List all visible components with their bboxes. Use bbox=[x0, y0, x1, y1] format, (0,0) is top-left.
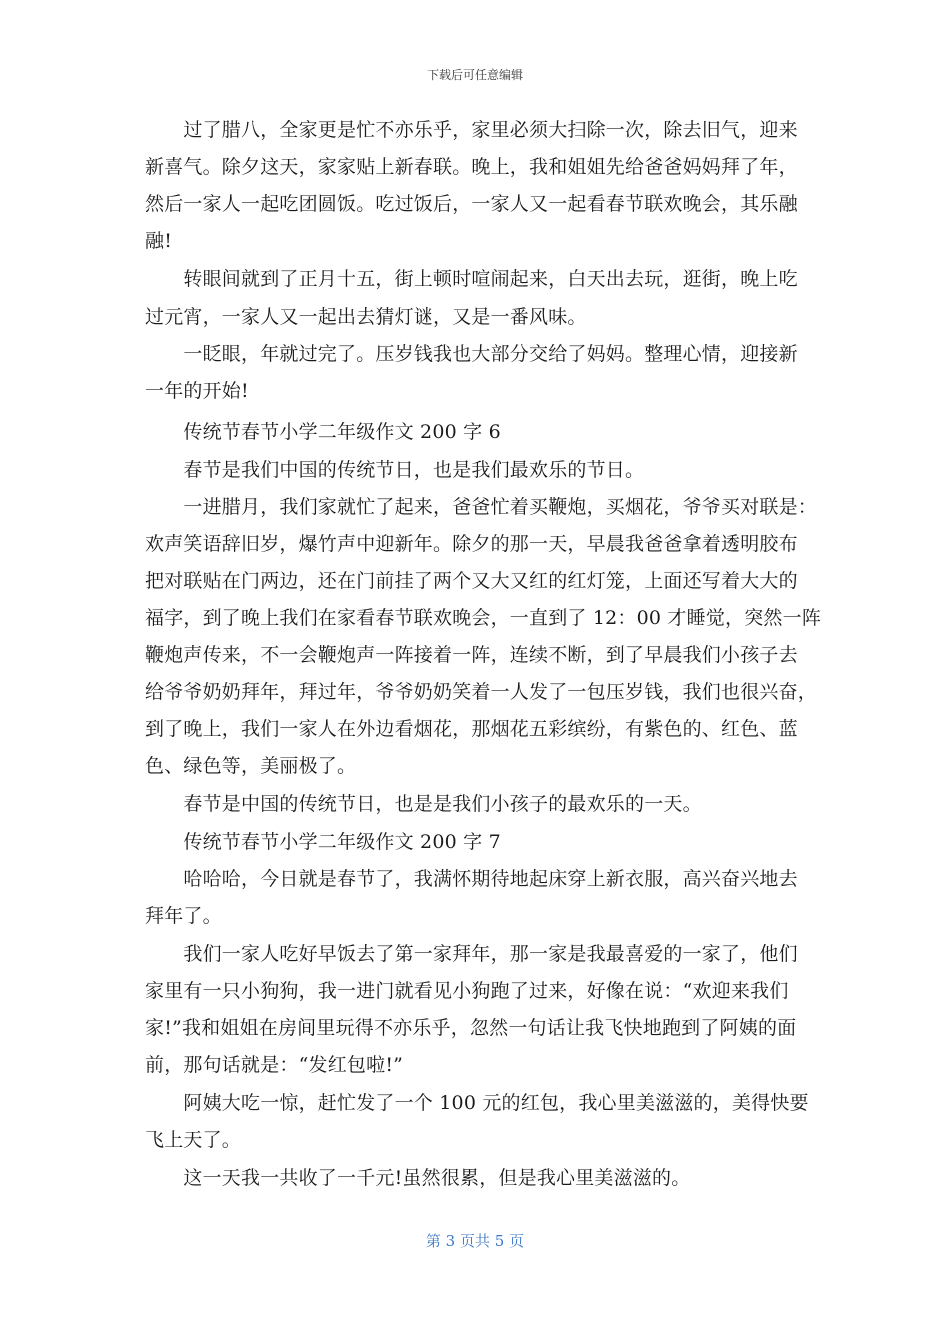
text-line: 家里有一只小狗狗，我一进门就看见小狗跑了过来，好像在说：“欢迎来我们 bbox=[145, 980, 789, 1002]
text-line: 鞭炮声传来，不一会鞭炮声一阵接着一阵，连续不断，到了早晨我们小孩子去 bbox=[145, 644, 798, 666]
section-title: 传统节春节小学二年级作文 200 字 7 bbox=[145, 831, 501, 853]
text-line: 一年的开始! bbox=[145, 380, 249, 402]
text-line: 把对联贴在门两边，还在门前挂了两个又大又红的红灯笼，上面还写着大大的 bbox=[145, 570, 798, 592]
section-title: 传统节春节小学二年级作文 200 字 6 bbox=[145, 421, 501, 443]
text-line: 过了腊八，全家更是忙不亦乐乎，家里必须大扫除一次，除去旧气，迎来 bbox=[145, 119, 798, 141]
text-line: 家!”我和姐姐在房间里玩得不亦乐乎，忽然一句话让我飞快地跑到了阿姨的面 bbox=[145, 1017, 797, 1039]
text-line: 春节是我们中国的传统节日，也是我们最欢乐的节日。 bbox=[145, 459, 645, 481]
text-line: 阿姨大吃一惊，赶忙发了一个 100 元的红包，我心里美滋滋的，美得快要 bbox=[145, 1092, 809, 1114]
text-line: 春节是中国的传统节日，也是是我们小孩子的最欢乐的一天。 bbox=[145, 793, 702, 815]
text-line: 色、绿色等，美丽极了。 bbox=[145, 755, 357, 777]
page-header: 下载后可任意编辑 bbox=[426, 68, 523, 82]
page-footer bbox=[0, 1230, 950, 1251]
text-line: 飞上天了。 bbox=[145, 1129, 242, 1151]
text-line: 过元宵，一家人又一起出去猜灯谜，又是一番风味。 bbox=[145, 306, 587, 328]
text-line: 这一天我一共收了一千元!虽然很累，但是我心里美滋滋的。 bbox=[145, 1167, 691, 1189]
page-number: 第 3 页共 5 页 bbox=[425, 1232, 525, 1250]
text-line: 一眨眼，年就过完了。压岁钱我也大部分交给了妈妈。整理心情，迎接新 bbox=[145, 343, 798, 365]
text-line: 一进腊月，我们家就忙了起来，爸爸忙着买鞭炮，买烟花，爷爷买对联是： bbox=[145, 496, 818, 518]
text-line: 给爷爷奶奶拜年，拜过年，爷爷奶奶笑着一人发了一包压岁钱，我们也很兴奋， bbox=[145, 681, 818, 703]
text-line: 转眼间就到了正月十五，街上顿时喧闹起来，白天出去玩，逛街，晚上吃 bbox=[145, 268, 798, 290]
text-line: 然后一家人一起吃团圆饭。吃过饭后，一家人又一起看春节联欢晚会，其乐融 bbox=[145, 193, 798, 215]
text-line: 新喜气。除夕这天，家家贴上新春联。晚上，我和姐姐先给爸爸妈妈拜了年， bbox=[145, 156, 798, 178]
text-line: 福字，到了晚上我们在家看春节联欢晚会，一直到了 12：00 才睡觉，突然一阵 bbox=[145, 607, 822, 629]
text-line: 前，那句话就是：“发红包啦!” bbox=[145, 1054, 404, 1076]
text-line: 融! bbox=[145, 230, 173, 252]
text-line: 哈哈哈，今日就是春节了，我满怀期待地起床穿上新衣服，高兴奋兴地去 bbox=[145, 868, 798, 890]
text-line: 欢声笑语辞旧岁，爆竹声中迎新年。除夕的那一天，早晨我爸爸拿着透明胶布 bbox=[145, 533, 798, 555]
text-line: 我们一家人吃好早饭去了第一家拜年，那一家是我最喜爱的一家了，他们 bbox=[145, 943, 798, 965]
text-line: 到了晚上，我们一家人在外边看烟花，那烟花五彩缤纷，有紫色的、红色、蓝 bbox=[145, 718, 798, 740]
text-line: 拜年了。 bbox=[145, 905, 222, 927]
